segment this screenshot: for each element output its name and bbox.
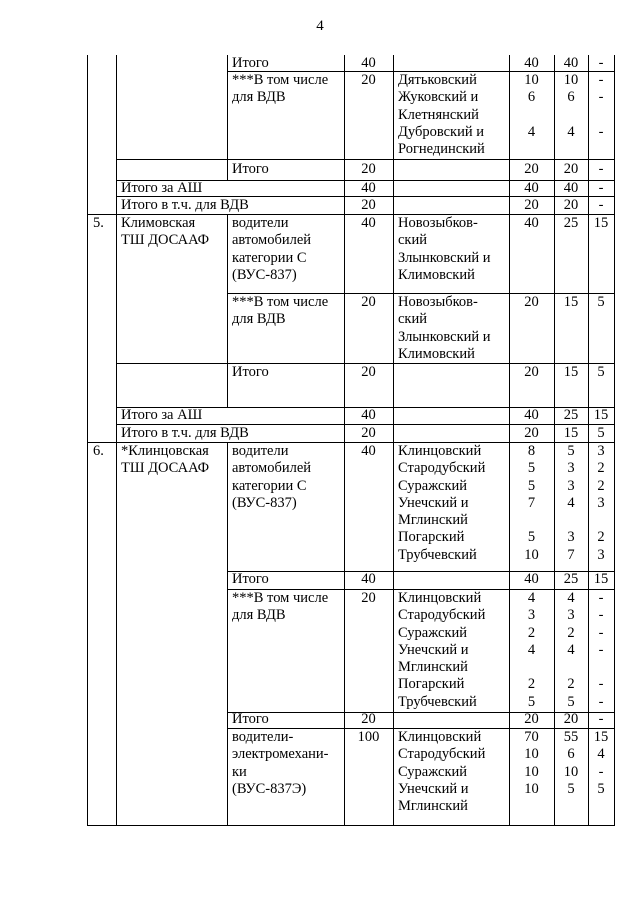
cell-name: водители автомобилей категории С (ВУС-837) [232, 215, 312, 283]
cell-value-e: 20 [563, 711, 579, 727]
cell-value-d: 40 [524, 55, 539, 71]
cell-value-e: 15 [563, 364, 579, 380]
cell-value-d: 20 [524, 197, 539, 213]
col-border-school [116, 55, 117, 825]
cell-name: ***В том числе для ВДВ [232, 72, 329, 106]
cell-value-e: 25 [563, 215, 579, 231]
cell-value-d: 40 [524, 571, 539, 587]
cell-total: 20 [361, 364, 376, 380]
cell-value-f: - [598, 711, 604, 727]
cell-value-d: 4 3 2 4 2 5 [527, 590, 536, 710]
cell-value-f: 5 [597, 364, 605, 380]
cell-name: Итого [232, 55, 269, 71]
cell-value-f: 15 [593, 407, 609, 423]
cell-districts: Клинцовский Стародубский Суражский Унечский и Мглинский [398, 729, 486, 815]
cell-name: водители- электромехани- ки (ВУС-837Э) [232, 729, 329, 797]
cell-total: 40 [361, 443, 376, 459]
cell-value-e: 40 [563, 180, 579, 196]
cell-value-f: 3 2 2 3 2 3 [597, 443, 605, 563]
cell-value-f: - [598, 55, 604, 71]
cell-name: водители автомобилей категории С (ВУС-837) [232, 443, 312, 511]
col-border-name-a [227, 55, 228, 180]
cell-value-f: - - - - - - [598, 590, 604, 710]
cell-value-e: 20 [563, 161, 579, 177]
cell-value-f: 15 4 - 5 [593, 729, 609, 797]
cell-summary-label: Итого за АШ [121, 407, 203, 423]
cell-total: 20 [361, 711, 376, 727]
cell-value-d: 40 [524, 215, 539, 231]
cell-value-e: 10 6 4 [563, 72, 579, 140]
table-right-border [614, 55, 615, 825]
cell-districts: Клинцовский Стародубский Суражский Унечский и Мглинский Погарский Трубчевский [398, 443, 486, 563]
cell-total: 40 [361, 407, 376, 423]
cell-value-f: 5 [597, 294, 605, 310]
cell-value-d: 8 5 5 7 5 10 [524, 443, 539, 563]
cell-value-d: 40 [524, 407, 539, 423]
cell-value-d: 20 [524, 161, 539, 177]
cell-value-d: 20 [524, 425, 539, 441]
col-border-name-c [227, 442, 228, 825]
cell-districts: Дятьковский Жуковский и Клетнянский Дубровский и Рогнединский [398, 72, 485, 158]
cell-value-e: 15 [563, 425, 579, 441]
table-bottom-border [87, 825, 615, 826]
cell-value-f: - [598, 197, 604, 213]
cell-name: Итого [232, 161, 269, 177]
cell-value-f: 5 [597, 425, 605, 441]
cell-summary-label: Итого в т.ч. для ВДВ [121, 197, 249, 213]
row-border [116, 159, 615, 160]
col-border-name-b [227, 214, 228, 407]
cell-value-e: 25 [563, 407, 579, 423]
cell-summary-label: Итого за АШ [121, 180, 203, 196]
cell-name: ***В том числе для ВДВ [232, 590, 329, 624]
cell-value-d: 20 [524, 294, 539, 310]
cell-value-f: 15 [593, 571, 609, 587]
cell-value-d: 20 [524, 711, 539, 727]
cell-value-e: 4 3 2 4 2 5 [567, 590, 575, 710]
cell-total: 20 [361, 294, 376, 310]
cell-total: 20 [361, 72, 376, 88]
cell-value-e: 5 3 3 4 3 7 [567, 443, 575, 563]
school-name: *Клинцовская ТШ ДОСААФ [121, 443, 210, 477]
cell-summary-label: Итого в т.ч. для ВДВ [121, 425, 249, 441]
cell-total: 20 [361, 197, 376, 213]
cell-total: 40 [361, 571, 376, 587]
cell-value-e: 25 [563, 571, 579, 587]
cell-total: 100 [357, 729, 380, 745]
page-number: 4 [316, 18, 324, 34]
school-name: Климовская ТШ ДОСААФ [121, 215, 210, 249]
cell-districts: Новозыбков- ский Злынковский и Климовский [398, 294, 491, 362]
cell-districts: Клинцовский Стародубский Суражский Унечский и Мглинский Погарский Трубчевский [398, 590, 486, 710]
cell-value-d: 40 [524, 180, 539, 196]
cell-name: Итого [232, 571, 269, 587]
cell-districts: Новозыбков- ский Злынковский и Климовский [398, 215, 491, 283]
cell-value-f: - - - [598, 72, 604, 140]
cell-name: Итого [232, 711, 269, 727]
section-number: 5. [93, 215, 104, 231]
cell-total: 40 [361, 215, 376, 231]
table-left-border [87, 55, 88, 825]
section-number: 6. [93, 443, 104, 459]
cell-value-d: 70 10 10 10 [524, 729, 539, 797]
cell-value-e: 15 [563, 294, 579, 310]
cell-value-f: - [598, 180, 604, 196]
cell-total: 20 [361, 425, 376, 441]
cell-value-f: 15 [593, 215, 609, 231]
cell-name: ***В том числе для ВДВ [232, 294, 329, 328]
cell-value-d: 20 [524, 364, 539, 380]
col-border-district [393, 55, 394, 825]
cell-total: 40 [361, 55, 376, 71]
cell-value-e: 40 [563, 55, 579, 71]
cell-name: Итого [232, 364, 269, 380]
cell-total: 20 [361, 590, 376, 606]
cell-value-e: 20 [563, 197, 579, 213]
cell-value-e: 55 6 10 5 [563, 729, 579, 797]
cell-total: 40 [361, 180, 376, 196]
cell-total: 20 [361, 161, 376, 177]
cell-value-d: 10 6 4 [524, 72, 539, 140]
cell-value-f: - [598, 161, 604, 177]
